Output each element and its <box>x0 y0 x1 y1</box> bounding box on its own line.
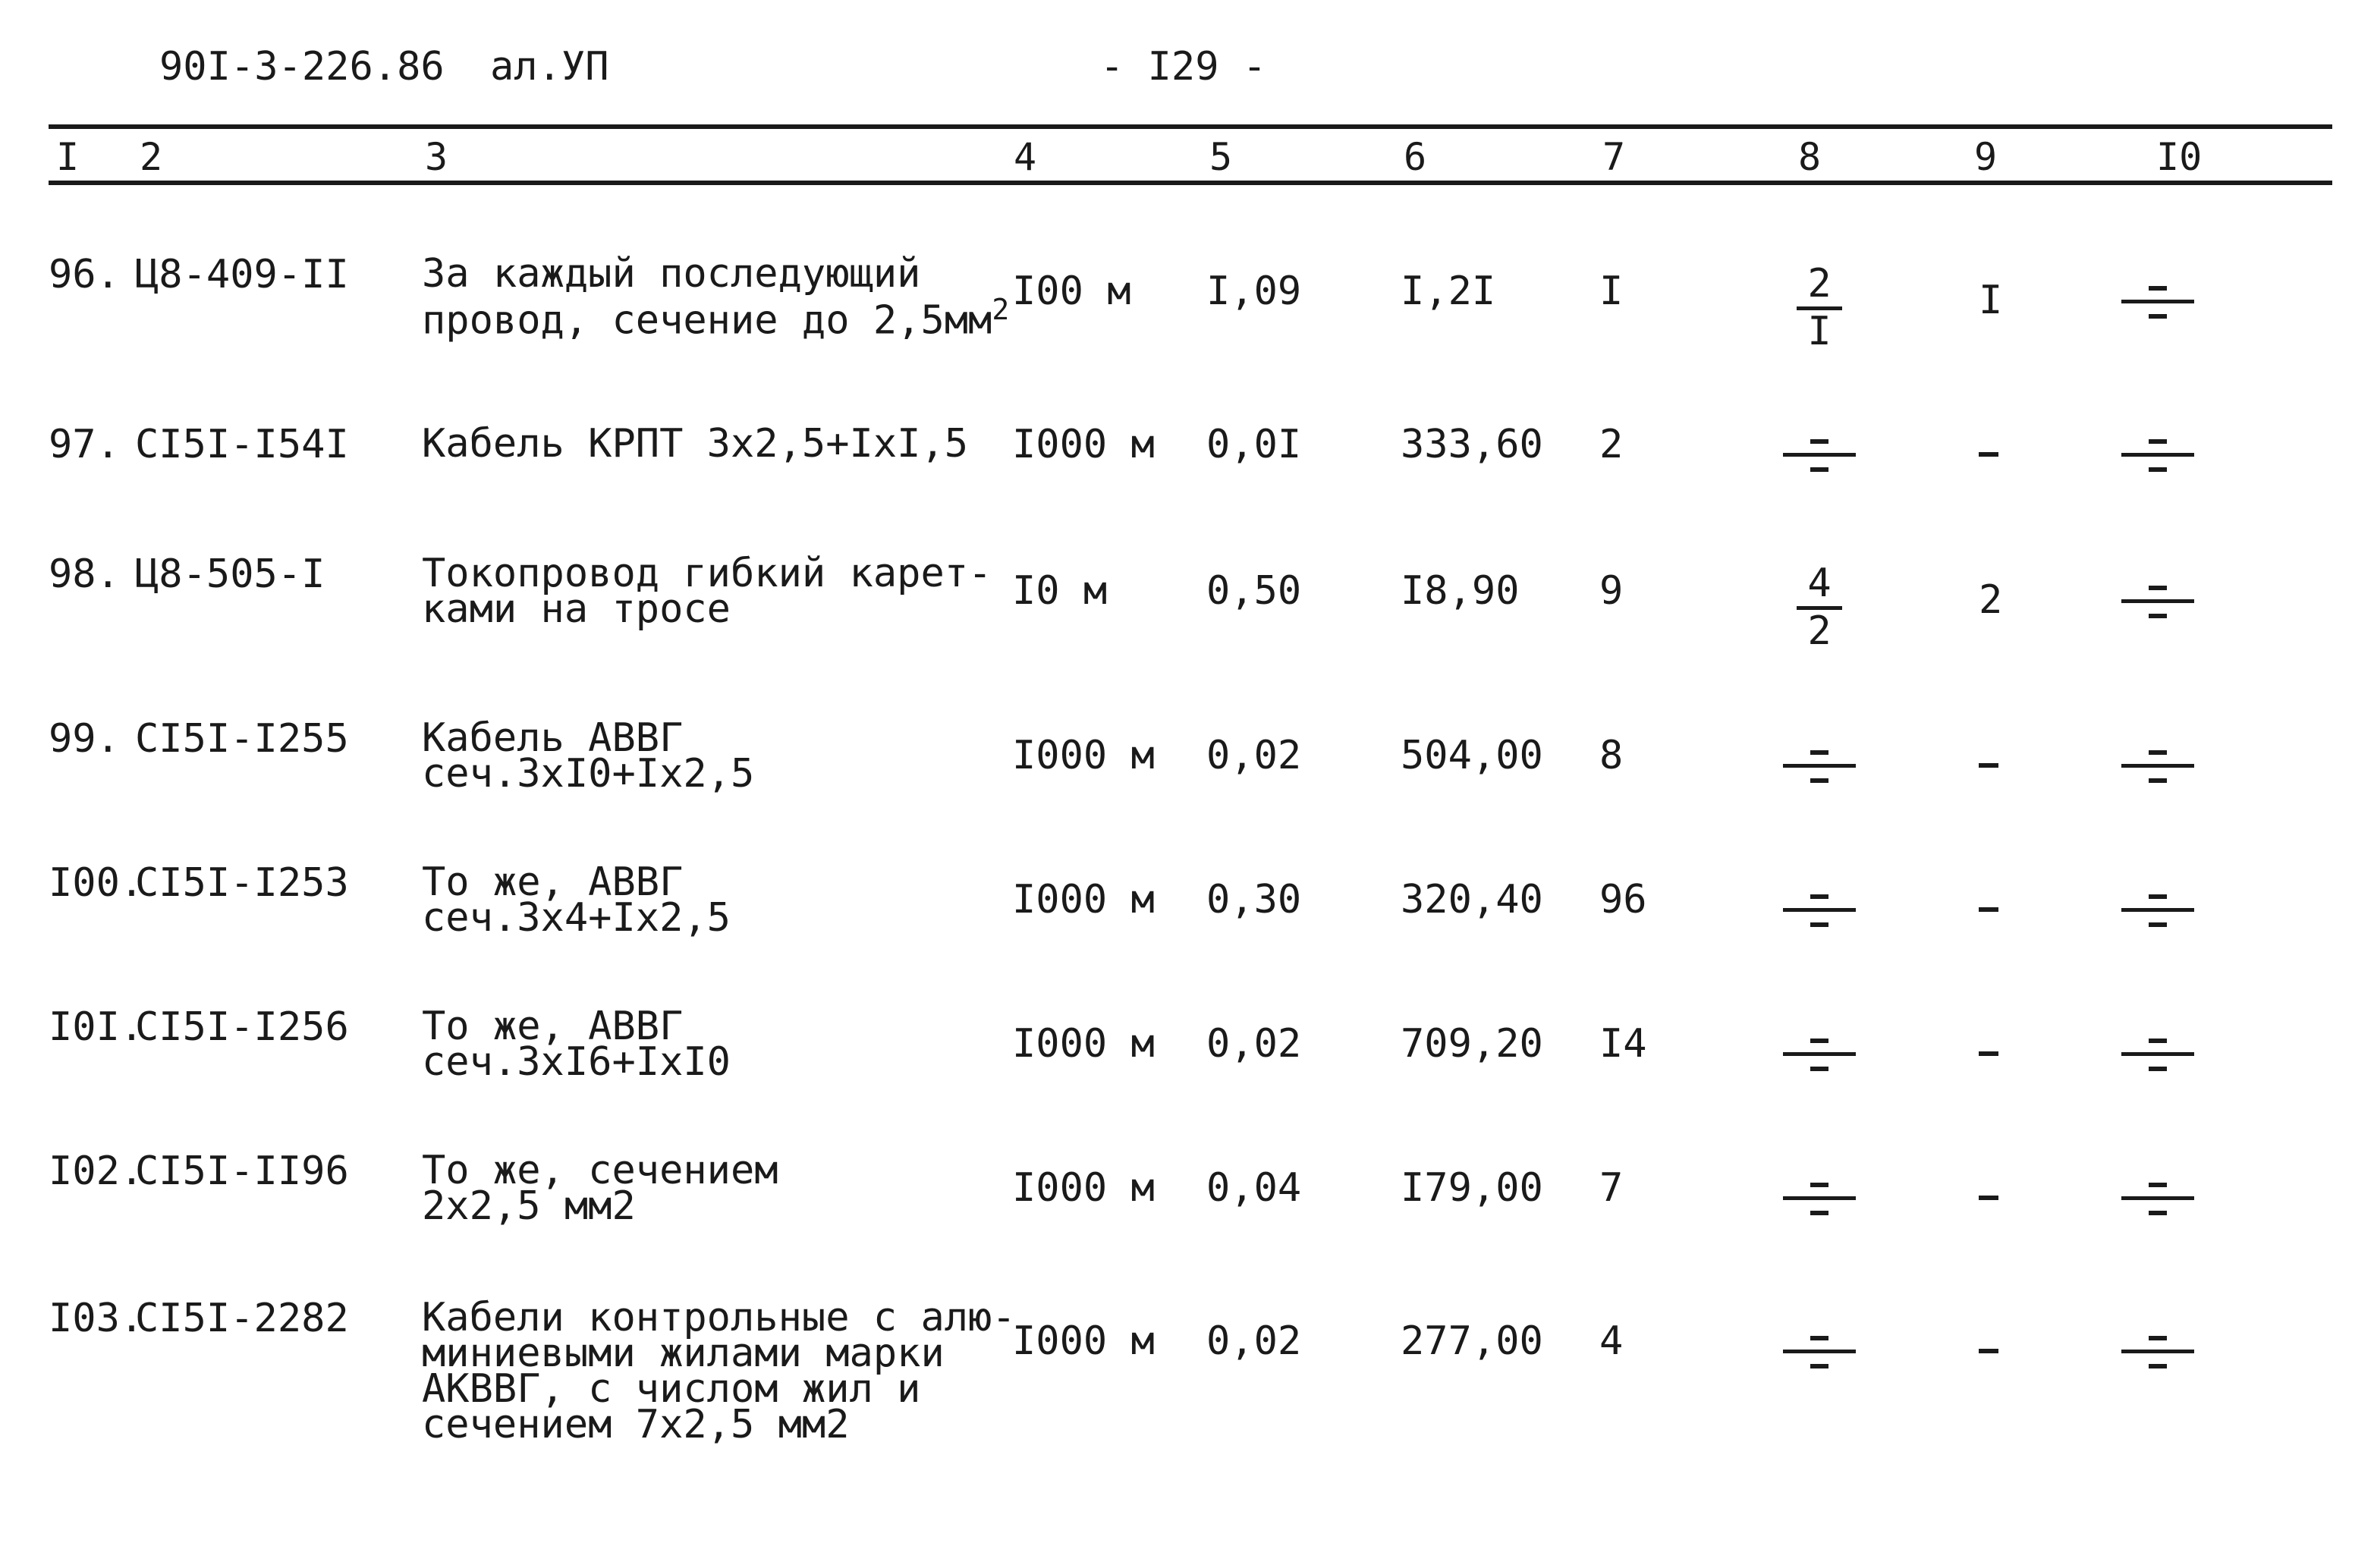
row-special-cells <box>0 561 2374 654</box>
quantity: 0,02 <box>1206 1318 1302 1364</box>
table-row <box>0 551 2374 685</box>
table-row <box>0 1295 2374 1447</box>
description-line: ками на тросе <box>422 586 731 632</box>
row-number: I00. <box>49 860 144 906</box>
description-line: Кабель АВВГ <box>422 715 684 761</box>
column-7-value: 2 <box>1599 422 1624 467</box>
dash-mark <box>1979 452 1998 457</box>
table-row <box>0 859 2374 994</box>
column-number: 2 <box>140 135 163 179</box>
unit-price: 709,20 <box>1401 1021 1543 1067</box>
dash-mark <box>1979 1196 1998 1200</box>
price-code: CI5I-I256 <box>135 1004 349 1050</box>
price-code: CI5I-II96 <box>135 1149 349 1194</box>
divide-sign-dot <box>2149 586 2167 590</box>
divide-sign-bar <box>1783 764 1856 768</box>
divide-sign-icon <box>2121 1171 2194 1224</box>
row-number: I03. <box>49 1296 144 1341</box>
column-number: 4 <box>1014 135 1037 179</box>
description-line: То же, АВВГ <box>422 859 684 905</box>
row-number: 97. <box>49 422 120 467</box>
row-special-cells <box>0 261 2374 354</box>
column-8-fraction <box>1797 262 1842 353</box>
row-special-cells <box>0 1164 2374 1240</box>
table-row <box>0 715 2374 850</box>
divide-sign-dot <box>2149 894 2167 899</box>
column-number: 5 <box>1209 135 1233 179</box>
column-7-value: 96 <box>1599 877 1647 922</box>
divide-sign-icon <box>1783 739 1856 792</box>
divide-sign-dot <box>1810 922 1828 927</box>
dash-mark <box>1979 763 1998 768</box>
column-7-value: 7 <box>1599 1165 1624 1211</box>
row-special-cells <box>0 731 2374 807</box>
description-line: АКВВГ, с числом жил и <box>422 1366 921 1412</box>
price-code: CI5I-I255 <box>135 716 349 762</box>
unit-of-measure: I00 м <box>1012 269 1131 314</box>
divide-sign-dot <box>2149 750 2167 755</box>
column-number: 6 <box>1404 135 1427 179</box>
divide-sign-icon <box>2121 275 2194 328</box>
divide-sign-icon <box>2121 1324 2194 1378</box>
divide-sign-dot <box>1810 1364 1828 1368</box>
divide-sign-dot <box>2149 1211 2167 1215</box>
divide-sign-dot <box>2149 286 2167 291</box>
description-line: Токопровод гибкий карет- <box>422 551 992 596</box>
divide-sign-dot <box>2149 1364 2167 1368</box>
column-7-value: 4 <box>1599 1318 1624 1364</box>
header-bottom-rule <box>49 181 2332 185</box>
unit-of-measure: I000 м <box>1012 1021 1155 1067</box>
column-number: I <box>56 135 80 179</box>
row-special-cells <box>0 875 2374 951</box>
divide-sign-dot <box>2149 314 2167 319</box>
row-special-cells <box>0 1020 2374 1095</box>
column-7-value: I4 <box>1599 1021 1647 1067</box>
column-7-value: 8 <box>1599 733 1624 778</box>
divide-sign-bar <box>2121 764 2194 768</box>
table-row <box>0 251 2374 385</box>
description-line: Кабели контрольные с алю- <box>422 1295 1016 1340</box>
divide-sign-bar <box>2121 1196 2194 1200</box>
divide-sign-dot <box>1810 1039 1828 1043</box>
column-number: 8 <box>1798 135 1822 179</box>
unit-price: I8,90 <box>1401 568 1520 614</box>
divide-sign-bar <box>1783 1052 1856 1056</box>
quantity: 0,02 <box>1206 733 1302 778</box>
unit-price: 504,00 <box>1401 733 1543 778</box>
page-number: - I29 - <box>1100 44 1267 90</box>
divide-sign-bar <box>1783 453 1856 457</box>
row-number: I02. <box>49 1149 144 1194</box>
row-number: 99. <box>49 716 120 762</box>
table-row <box>0 421 2374 555</box>
divide-sign-icon <box>2121 739 2194 792</box>
divide-sign-dot <box>2149 1183 2167 1187</box>
divide-sign-dot <box>2149 467 2167 472</box>
unit-of-measure: I000 м <box>1012 877 1155 922</box>
description-line: миниевыми жилами марки <box>422 1331 945 1376</box>
unit-of-measure: I000 м <box>1012 422 1155 467</box>
price-code: Ц8-505-I <box>135 551 325 597</box>
divide-sign-icon <box>2121 1027 2194 1080</box>
quantity: I,09 <box>1206 269 1302 314</box>
divide-sign-bar <box>1783 908 1856 912</box>
quantity: 0,04 <box>1206 1165 1302 1211</box>
fraction-denominator: 2 <box>1807 608 1832 654</box>
price-code: CI5I-2282 <box>135 1296 349 1341</box>
divide-sign-dot <box>2149 1336 2167 1340</box>
description-line: провод, сечение до $2,5мм^2$ <box>422 293 1010 344</box>
column-number: 3 <box>425 135 448 179</box>
quantity: 0,0I <box>1206 422 1302 467</box>
dash-mark <box>1979 907 1998 912</box>
description-line: То же, АВВГ <box>422 1004 684 1049</box>
table-row <box>0 1004 2374 1138</box>
unit-of-measure: I000 м <box>1012 733 1155 778</box>
unit-price: 333,60 <box>1401 422 1543 467</box>
quantity: 0,50 <box>1206 568 1302 614</box>
price-code: Ц8-409-II <box>135 252 349 297</box>
divide-sign-dot <box>1810 778 1828 783</box>
divide-sign-icon <box>2121 574 2194 627</box>
document-code: 90I-3-226.86 <box>159 44 445 90</box>
divide-sign-dot <box>2149 1039 2167 1043</box>
column-7-value: 9 <box>1599 568 1624 614</box>
divide-sign-dot <box>2149 922 2167 927</box>
row-special-cells <box>0 420 2374 496</box>
divide-sign-bar <box>1783 1196 1856 1200</box>
column-9-value: I <box>1979 278 2003 323</box>
quantity: 0,30 <box>1206 877 1302 922</box>
divide-sign-bar <box>2121 300 2194 303</box>
column-9-value: 2 <box>1979 577 2003 623</box>
divide-sign-bar <box>2121 1052 2194 1056</box>
album-label: ал.УП <box>490 44 609 90</box>
divide-sign-bar <box>2121 908 2194 912</box>
column-8-fraction <box>1797 562 1842 652</box>
divide-sign-bar <box>2121 1350 2194 1353</box>
dash-mark <box>1979 1349 1998 1353</box>
column-7-value: I <box>1599 269 1624 314</box>
row-number: I0I. <box>49 1004 144 1050</box>
quantity: 0,02 <box>1206 1021 1302 1067</box>
price-code: CI5I-I253 <box>135 860 349 906</box>
divide-sign-dot <box>1810 1183 1828 1187</box>
divide-sign-icon <box>1783 1171 1856 1224</box>
column-number: 7 <box>1602 135 1626 179</box>
description-line: сеч.3хI6+IхI0 <box>422 1039 731 1085</box>
dash-mark <box>1979 1051 1998 1056</box>
description-line: сеч.3х4+Iх2,5 <box>422 895 731 941</box>
divide-sign-icon <box>1783 1324 1856 1378</box>
divide-sign-icon <box>2121 883 2194 936</box>
divide-sign-dot <box>1810 439 1828 444</box>
description-line: Кабель КРПТ 3х2,5+IхI,5 <box>422 421 969 467</box>
unit-of-measure: I000 м <box>1012 1318 1155 1364</box>
divide-sign-bar <box>1783 1350 1856 1353</box>
price-code: CI5I-I54I <box>135 422 349 467</box>
superscript: 2 <box>992 293 1010 326</box>
divide-sign-dot <box>2149 614 2167 618</box>
unit-price: I79,00 <box>1401 1165 1543 1211</box>
row-number: 98. <box>49 551 120 597</box>
description-line: То же, сечением <box>422 1148 778 1193</box>
column-number: I0 <box>2156 135 2203 179</box>
unit-price: I,2I <box>1401 269 1496 314</box>
divide-sign-icon <box>1783 428 1856 481</box>
unit-price: 320,40 <box>1401 877 1543 922</box>
divide-sign-dot <box>2149 439 2167 444</box>
description-line: сечением 7х2,5 мм2 <box>422 1402 850 1447</box>
divide-sign-icon <box>1783 1027 1856 1080</box>
row-number: 96. <box>49 252 120 297</box>
description-line: За каждый последующий <box>422 251 921 297</box>
unit-of-measure: I000 м <box>1012 1165 1155 1211</box>
divide-sign-dot <box>2149 1067 2167 1071</box>
divide-sign-dot <box>1810 1336 1828 1340</box>
table-row <box>0 1148 2374 1282</box>
description-line: сеч.3хI0+Iх2,5 <box>422 751 755 797</box>
unit-of-measure: I0 м <box>1012 568 1108 614</box>
divide-sign-bar <box>2121 453 2194 457</box>
row-special-cells <box>0 1317 2374 1393</box>
divide-sign-dot <box>1810 750 1828 755</box>
description-line: 2х2,5 мм2 <box>422 1183 636 1229</box>
column-number: 9 <box>1974 135 1998 179</box>
divide-sign-icon <box>1783 883 1856 936</box>
divide-sign-bar <box>2121 599 2194 603</box>
divide-sign-dot <box>1810 467 1828 472</box>
table-top-rule <box>49 124 2332 129</box>
fraction-numerator: 2 <box>1797 262 1842 310</box>
fraction-denominator: I <box>1807 309 1832 354</box>
divide-sign-dot <box>1810 894 1828 899</box>
divide-sign-dot <box>2149 778 2167 783</box>
divide-sign-dot <box>1810 1067 1828 1071</box>
unit-price: 277,00 <box>1401 1318 1543 1364</box>
divide-sign-icon <box>2121 428 2194 481</box>
fraction-numerator: 4 <box>1797 562 1842 610</box>
divide-sign-dot <box>1810 1211 1828 1215</box>
